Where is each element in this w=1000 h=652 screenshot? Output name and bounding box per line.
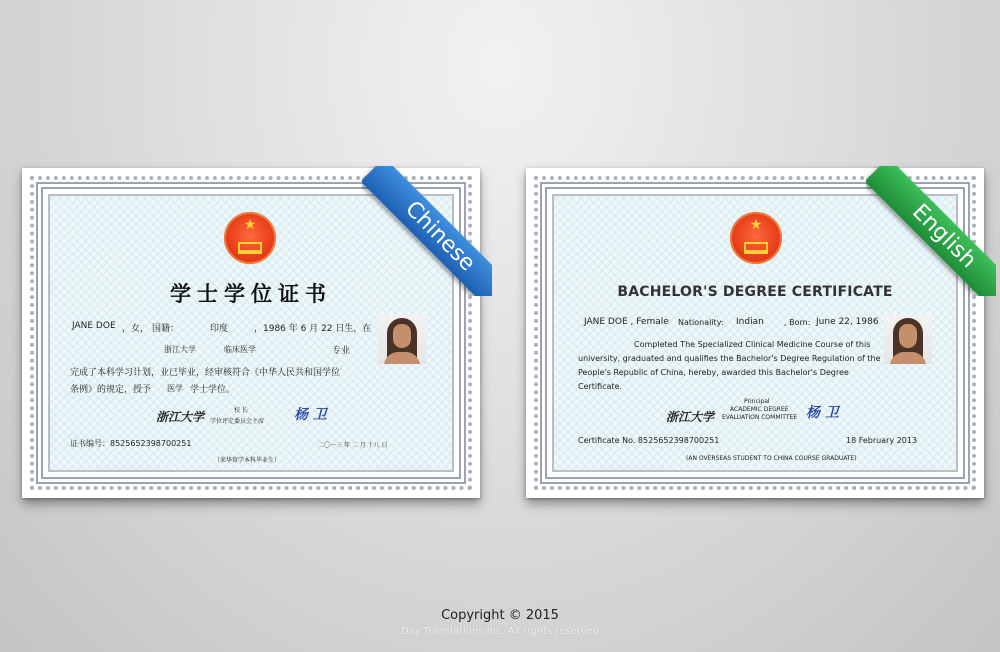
body-line-4: Certificate.: [578, 382, 623, 391]
chinese-certificate: [22, 168, 480, 498]
president-signature: 杨 卫: [294, 407, 327, 423]
student-name: JANE DOE , Female: [584, 317, 669, 327]
nationality-value: 印度: [210, 324, 229, 334]
nationality-label: 国籍：: [152, 324, 180, 334]
president-label: 校 长: [234, 407, 248, 414]
committee-line-1: ACADEMIC DEGREE: [730, 406, 789, 413]
university-seal-signature: 浙江大学: [156, 410, 205, 424]
footnote: （来华留学本科毕业生）: [214, 457, 281, 464]
born-label: , Born:: [784, 318, 811, 327]
student-name: JANE DOE: [72, 321, 116, 331]
nationality-label: Nationality:: [678, 318, 724, 327]
committee-line-2: EVALUATION COMMITTEE: [722, 414, 798, 421]
major-name: 临床医学: [224, 345, 256, 354]
issue-date: 二〇一三 年 二 月 十八 日: [318, 442, 388, 449]
committee-chair-label: 学位评定委员会主席: [210, 418, 265, 425]
certificate-title: 学士学位证书: [170, 281, 332, 306]
born-value: June 22, 1986: [816, 317, 879, 327]
tiananmen-gate-icon: [744, 242, 768, 254]
ribbon-label: Chinese: [362, 166, 492, 296]
english-certificate: [526, 168, 984, 498]
copyright-text: Copyright © 2015: [441, 608, 559, 623]
national-emblem-icon: [224, 212, 276, 264]
university-seal-signature: 浙江大学: [666, 410, 715, 424]
principal-signature: 杨 卫: [806, 405, 839, 421]
student-photo: [884, 314, 932, 364]
body-line-2: university, graduated and qualifies the Bachelor's Degree Regulation of the: [578, 354, 881, 363]
star-icon: ★: [749, 217, 763, 233]
footnote: (AN OVERSEAS STUDENT TO CHINA COURSE GRADUATE): [686, 455, 857, 462]
principal-label: Principal: [744, 398, 770, 405]
certificate-title: BACHELOR'S DEGREE CERTIFICATE: [617, 284, 893, 300]
university-name: 浙江大学: [164, 345, 196, 354]
gender: ，女，: [122, 324, 150, 334]
body-line-1: 完成了本科学习计划，业已毕业，经审核符合《中华人民共和国学位: [70, 368, 341, 378]
certificate-number: 证书编号：8525652398700251: [70, 439, 192, 448]
body-line-2-prefix: 条例》的规定，授予: [70, 385, 152, 395]
certificate-number: Certificate No. 8525652398700251: [578, 436, 720, 445]
chinese-ribbon: [362, 166, 492, 296]
body-line-3: People's Republic of China, hereby, awarded this Bachelor's Degree: [578, 368, 849, 377]
tiananmen-gate-icon: [238, 242, 262, 254]
ribbon-label: English: [866, 166, 996, 296]
english-ribbon: [866, 166, 996, 296]
photo-face: [899, 324, 917, 348]
issue-date: 18 February 2013: [846, 436, 918, 445]
body-line-1: Completed The Specialized Clinical Medicine Course of this: [634, 340, 871, 349]
photo-face: [393, 324, 411, 348]
national-emblem-icon: [730, 212, 782, 264]
body-line-2-suffix: 学士学位。: [190, 385, 236, 395]
birth-date: ，1986 年 6 月 22 日生，在: [254, 324, 372, 334]
degree-field: 医学: [167, 384, 183, 393]
nationality-value: Indian: [736, 317, 764, 327]
major-suffix: 专业: [332, 346, 351, 356]
student-photo: [378, 314, 426, 364]
star-icon: ★: [243, 217, 257, 233]
rights-text: Day Translations Inc. All rights reserved: [400, 626, 600, 637]
